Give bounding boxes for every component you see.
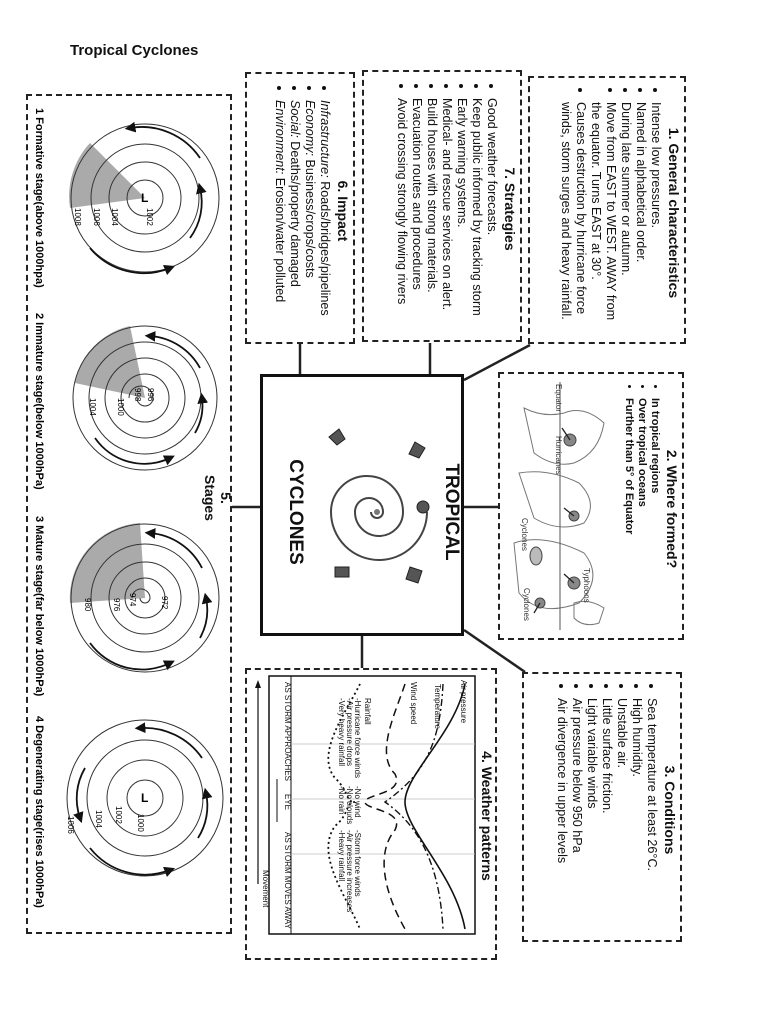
isobar-label: 976 — [112, 598, 121, 612]
center-title-line2: CYCLONES — [285, 459, 306, 565]
stage-centre-label: L — [141, 791, 149, 805]
list-item: • Avoid crossing strongly flowing rivers — [394, 98, 409, 334]
isobar-label: 974 — [128, 593, 137, 607]
graph-label: Rainfall — [363, 698, 372, 725]
stage-caption: 4 Degenerating stage(rises 1000hPa) — [33, 716, 45, 908]
list-item: • Unstable air. — [614, 698, 629, 936]
conditions-box — [522, 672, 682, 942]
tropical-cyclones-center-box — [260, 374, 464, 636]
list-item: • Keep public informed by tracking storm — [469, 98, 484, 334]
list-item: • Little surface friction. — [599, 698, 614, 936]
weather-pattern-graph — [255, 674, 477, 954]
list-item: • Causes destruction by hurricane force winds, storm surges and heavy rainfall. — [558, 102, 588, 338]
isobar-label: 1002 — [145, 208, 154, 226]
map-label: Equator — [554, 384, 563, 413]
stages-diagrams — [30, 98, 226, 930]
graph-label: -No clouds — [345, 786, 354, 825]
list-item: • During late summer or autumn. — [618, 102, 633, 338]
list-item: • Good weather forecasts. — [484, 98, 499, 334]
stage-caption: 1 Formative stage(above 1000hpa) — [33, 108, 45, 288]
conditions-heading: 3. Conditions — [662, 765, 678, 855]
map-label: Cyclones — [520, 518, 529, 551]
list-item: • Air divergence in upper levels — [554, 698, 569, 936]
isobar-label: 1008 — [73, 208, 82, 226]
isobar-label: 972 — [160, 596, 169, 610]
graph-label: -No rain — [337, 786, 346, 815]
graph-label: Air pressure — [459, 680, 468, 724]
list-item: • Move from EAST to WEST. AWAY from the equator. Turns EAST at 30°. — [588, 102, 618, 338]
stage-caption: 2 Immature stage(below 1000hPa) — [33, 313, 45, 490]
list-item: • Air pressure below 950 hPa — [569, 698, 584, 936]
stage-4-diagram — [66, 720, 223, 876]
stage-1-diagram — [69, 124, 219, 273]
list-item: • In tropical regions — [648, 398, 661, 634]
cyclone-illustration — [315, 417, 439, 607]
isobar-label: 998 — [133, 388, 142, 402]
weather-patterns-heading: 4. Weather patterns — [479, 751, 495, 881]
impact-box — [245, 72, 355, 344]
list-item: • High humidity. — [629, 698, 644, 936]
stage-3-diagram — [70, 523, 219, 672]
stage-2-diagram — [73, 326, 217, 470]
list-item: • Further than 5° of Equator — [622, 398, 635, 634]
isobar-label: 1004 — [88, 398, 97, 416]
graph-label: Wind speed — [409, 682, 418, 725]
list-item: • Named in alphabetical order. — [633, 102, 648, 338]
stages-heading: 5. Stages — [202, 475, 234, 521]
graph-label: -Air pressure drops — [345, 698, 354, 767]
center-title-line1: TROPICAL — [441, 463, 462, 561]
where-formed-box — [498, 372, 684, 640]
center-title-2 — [283, 417, 307, 607]
isobar-label: 1004 — [94, 810, 103, 828]
list-item: • Intense low pressures. — [648, 102, 663, 338]
graph-label: -Hurricane force winds — [353, 698, 362, 779]
isobar-label: 980 — [83, 598, 92, 612]
isobar-label: 1002 — [114, 806, 123, 824]
isobar-label: 1004 — [110, 208, 119, 226]
where-formed-heading: 2. Where formed? — [664, 449, 680, 569]
graph-label: EYE — [283, 794, 292, 811]
center-title — [439, 417, 463, 607]
graph-label: AS STORM APPROACHES — [283, 682, 292, 781]
stage-caption: 3 Mature stage(far below 1000hPa) — [33, 516, 45, 697]
general-characteristics-heading: 1. General characteristics — [666, 127, 682, 299]
graph-label: -Heavy rainfall — [337, 830, 346, 882]
list-item: • Early warning systems. — [454, 98, 469, 334]
graph-label: Temperature — [433, 684, 442, 729]
world-map — [504, 378, 614, 634]
strategies-heading: 7. Strategies — [502, 167, 518, 251]
isobar-label: 996 — [146, 388, 155, 402]
graph-label: -Air pressure increases — [345, 830, 354, 913]
map-label: Cyclones — [522, 588, 531, 621]
isobar-label: 1000 — [116, 398, 125, 416]
list-item: • Social: Deaths/property damaged — [287, 100, 302, 336]
list-item: • Medical- and rescue services on alert. — [439, 98, 454, 334]
list-item: • Light variable winds — [584, 698, 599, 936]
graph-label: -No wind — [353, 786, 362, 818]
list-item: • Over tropical oceans — [635, 398, 648, 634]
weather-patterns-box — [245, 668, 497, 960]
map-label: Hurricanes — [554, 436, 563, 475]
graph-label: -Very heavy rainfall — [337, 698, 346, 767]
graph-label: Movement — [261, 870, 270, 908]
map-label: Typhoons — [582, 568, 591, 603]
stage-centre-label: L — [141, 191, 149, 205]
list-item: • Build houses with strong materials. — [424, 98, 439, 334]
strategies-box — [362, 70, 522, 342]
list-item: • Evacuation routes and procedures — [409, 98, 424, 334]
graph-label: AS STORM MOVES AWAY — [283, 832, 292, 929]
isobar-label: 1006 — [66, 816, 75, 834]
list-item: • Environment: Erosion/water polluted — [272, 100, 287, 336]
isobar-label: 1000 — [136, 814, 145, 832]
isobar-label: 1006 — [92, 208, 101, 226]
page-title: Tropical Cyclones — [70, 42, 199, 59]
graph-label: -Storm force winds — [353, 830, 362, 897]
general-characteristics-box — [528, 76, 686, 344]
impact-heading: 6. Impact — [335, 180, 351, 242]
list-item: • Sea temperature at least 26°C. — [644, 698, 659, 936]
stages-box — [26, 94, 232, 934]
list-item: • Infrastructure: Roads/bridges/pipelines — [317, 100, 332, 336]
list-item: • Economy: Business/crops/costs — [302, 100, 317, 336]
